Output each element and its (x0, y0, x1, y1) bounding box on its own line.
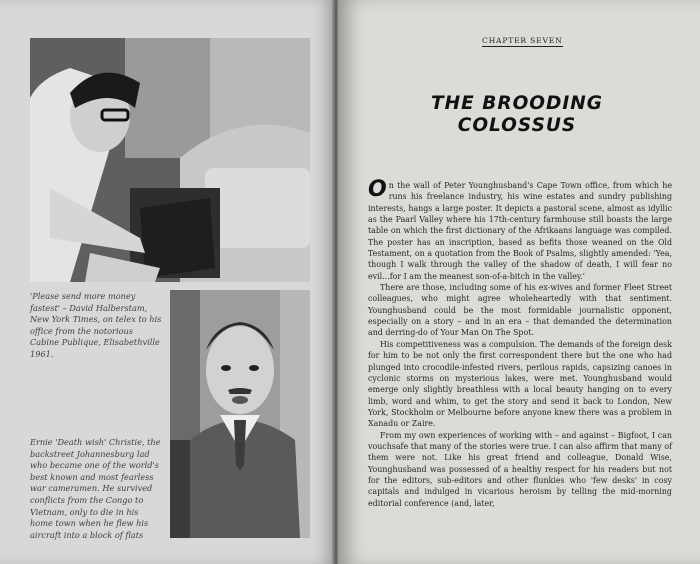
photo-caption-1: 'Please send more money fastest' – David Halberstam, New York Times, on telex to his office from the notorious Cabine Publique, Elisabethville 1961. (30, 291, 162, 359)
chapter-title-line-1: THE BROODING (431, 93, 603, 114)
chapter-body (368, 177, 672, 509)
paragraph-2: There are those, including some of his ex-wives and former Fleet Street colleagues, who might agree wholeheartedly with that sentiment. Younghusband could be the most formidable journalistic opponent, especially on a story – and in an era – that demanded the determination and derring-do of Your Man On The Spot. (368, 283, 672, 338)
paragraph-1-text: n the wall of Peter Younghusband's Cape Town office, from which he runs his freelance industry, his wine estates and sundry publishing interests, hangs a large poster. It depicts a pastoral scene, almost as idyllic as the Paarl Valley where his 17th-century farmhouse still boasts the large table on which the first dictionary of the Afrikaans language was compiled. The poster has an inscription, based as befits those weaned on the Old Testament, on a quotation from the Book of Psalms, slightly amended: 'Yea, though I walk through the valley of the shadow of death, I will fear no evil...for I am the meanest son-of-a-bitch in the valley.' (368, 181, 672, 281)
paragraph-1 (368, 177, 672, 282)
chapter-label: CHAPTER SEVEN (482, 36, 563, 45)
photo-cameraman-portrait (170, 290, 310, 538)
paragraph-3: His competitiveness was a compulsion. The demands of the foreign desk for him to be not only the first correspondent there but the one who had plunged into crocodile-infested rivers, perilous rapids, capsizing canoes in cyclonic storms on mysterious lakes, were met. Younghusband would emerge only slightly breathless with a local beauty hanging on to every limb, word and whim, to get the story and send it back to London, New York, Stockholm or Melbourne before anyone knew there was a problem in Xanadu or Zaire. (368, 339, 672, 429)
paragraph-4: From my own experiences of working with – and against – Bigfoot, I can vouchsafe that many of the stories were true. I can also affirm that many of them were not. Like his great friend and colleague, Donald Wise, Younghusband was possessed of a healthy respect for his readers but not for the editors, sub-editors and other flunkies who 'few desks' in cosy capitals and indulged in vicarious heroism by telling the mid-morning editorial conference (and, later, (368, 430, 672, 508)
chapter-title (410, 93, 624, 137)
chapter-title-line-2: COLOSSUS (457, 115, 577, 136)
drop-cap: O (368, 177, 387, 202)
left-page (0, 0, 336, 564)
photo-journalist-at-telex (30, 38, 310, 282)
photo-caption-2: Ernie 'Death wish' Christie, the backstreet Johannesburg lad who became one of the world's best known and most fearless war cameramen. He survived conflicts from the Congo to Vietnam, only to die in his home town when he flew his aircraft into a block of flats (30, 437, 161, 540)
